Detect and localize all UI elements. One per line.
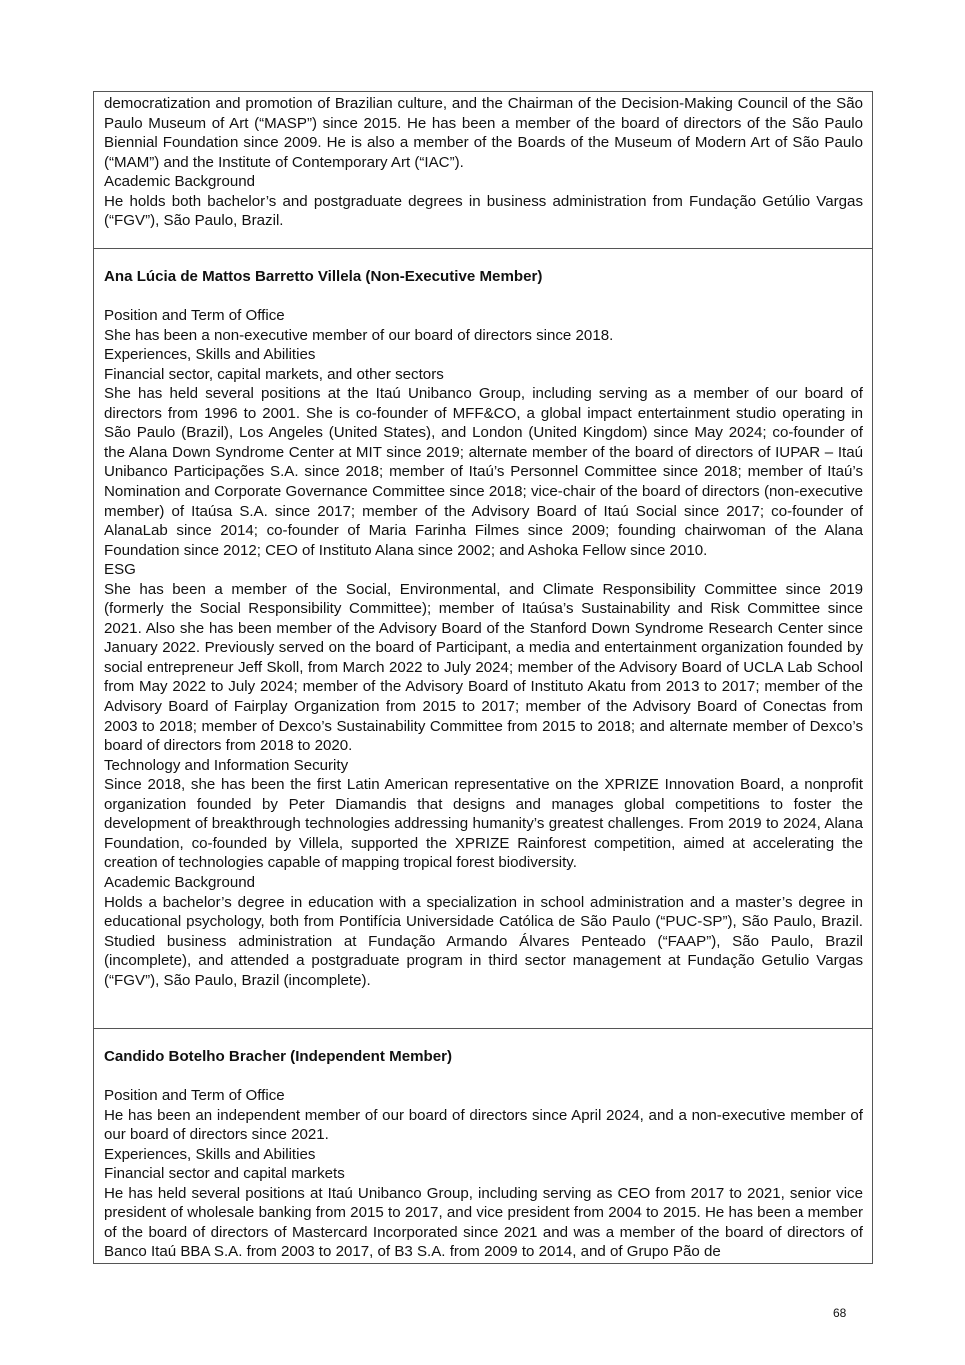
- member-bracher-cell: [93, 1029, 873, 1264]
- continuation-paragraph: democratization and promotion of Brazilian culture, and the Chairman of the Decision-Making Council of the São Paulo Museum of Art (“MASP”) since 2015. He has been a member of the board of directors of the São Paulo Biennial Foundation since 2009. He is also a member of the Boards of the Museum of Modern Art of São Paulo (“MAM”) and the Institute of Contemporary Art (“IAC”).: [104, 95, 863, 171]
- position-text: She has been a non-executive member of our board of directors since 2018.: [104, 326, 614, 344]
- member-name: Ana Lúcia de Mattos Barretto Villela (Non-Executive Member): [104, 268, 543, 285]
- financial-heading: Financial sector, capital markets, and other sectors: [104, 365, 444, 383]
- position-text: He has been an independent member of our board of directors since April 2024, and a non-executive member of our board of directors since 2021.: [104, 1106, 863, 1144]
- continuation-cell: [93, 91, 873, 249]
- esg-heading: ESG: [104, 561, 136, 579]
- academic-text: He holds both bachelor’s and postgraduate degrees in business administration from Fundação Getúlio Vargas (“FGV”), São Paulo, Brazil.: [104, 192, 863, 230]
- financial-heading: Financial sector and capital markets: [104, 1165, 345, 1183]
- financial-text: She has held several positions at the Itaú Unibanco Group, including serving as a member of our board of directors from 1996 to 2001. She is co-founder of MFF&CO, a global impact entertainment studio operating in São Paulo (Brazil), Los Angeles (United States), and London (United Kingdom) since May 2024; co-founder of the Alana Down Syndrome Center at MIT since 2019; alternate member of the board of directors of IUPAR – Itaú Unibanco Participações S.A. since 2018; member of Itaú’s Personnel Committee since 2018; member of Itaú’s Nomination and Corporate Governance Committee since 2018; vice-chair of the board of directors (non-executive member) of Itaúsa S.A. since 2017; member of the Advisory Board of Itaú Social since 2017; co-founder of AlanaLab since 2014; co-founder of Maria Farinha Filmes since 2009; founding chairwoman of the Alana Foundation since 2012; CEO of Instituto Alana since 2002; and Ashoka Fellow since 2010.: [104, 385, 863, 559]
- position-heading: Position and Term of Office: [104, 307, 285, 325]
- member-villela-cell: [93, 249, 873, 1029]
- academic-heading: Academic Background: [104, 873, 256, 891]
- tech-text: Since 2018, she has been the first Latin American representative on the XPRIZE Innovation Board, a nonprofit organization founded by Peter Diamandis that designs and manages global competitions to foster the development of breakthrough technologies addressing humanity’s greatest challenges. From 2019 to 2024, Alana Foundation, co-founded by Villela, supported the XPRIZE Rainforest competition, aimed at accelerating the creation of technologies capable of mapping tropical forest biodiversity.: [104, 776, 863, 872]
- academic-heading: Academic Background: [104, 173, 256, 191]
- esg-text: She has been a member of the Social, Environmental, and Climate Responsibility Committee since 2019 (formerly the Social Responsibility Committee); member of Itaúsa’s Sustainability and Risk Committee since 2021. Also she has been member of the Advisory Board of the Stanford Down Syndrome Research Center since January 2022. Previously served on the board of Participant, a media and entertainment organization founded by social entrepreneur Jeff Skoll, from March 2022 to July 2024; member of the Advisory Board of UCLA Lab School from May 2022 to July 2024; member of the Advisory Board of Instituto Akatu from 2013 to 2017; member of the Advisory Board of Fairplay Organization from 2015 to 2017; member of the Advisory Board of Conectas from 2003 to 2018; member of Dexco’s Sustainability Committee from 2015 to 2018; and alternate member of Dexco’s board of directors from 2018 to 2020.: [104, 580, 863, 755]
- tech-heading: Technology and Information Security: [104, 756, 349, 774]
- financial-text: He has held several positions at Itaú Unibanco Group, including serving as CEO from 2017 to 2021, senior vice president of wholesale banking from 2015 to 2017, and vice president from 2004 to 2015. He has been a member of the board of directors of Mastercard Incorporated since 2021 and was a member of the board of directors of Banco Itaú BBA S.A. from 2003 to 2017, of B3 S.A. from 2009 to 2014, and of Grupo Pão de: [104, 1184, 863, 1261]
- academic-text: Holds a bachelor’s degree in education with a specialization in school administration and a master’s degree in educational psychology, both from Pontifícia Universidade Católica de São Paulo (“PUC-SP”), São Paulo, Brazil. Studied business administration at Fundação Armando Álvares Penteado (“FAAP”), São Paulo, Brazil (incomplete), and attended a postgraduate program in third sector management at Fundação Getulio Vargas (“FGV”), São Paulo, Brazil (incomplete).: [104, 893, 863, 989]
- experience-heading: Experiences, Skills and Abilities: [104, 346, 316, 364]
- experience-heading: Experiences, Skills and Abilities: [104, 1145, 316, 1163]
- position-heading: Position and Term of Office: [104, 1087, 285, 1105]
- page-number: 68: [833, 1306, 847, 1320]
- board-members-table: [93, 91, 873, 1264]
- member-name: Candido Botelho Bracher (Independent Member): [104, 1048, 453, 1065]
